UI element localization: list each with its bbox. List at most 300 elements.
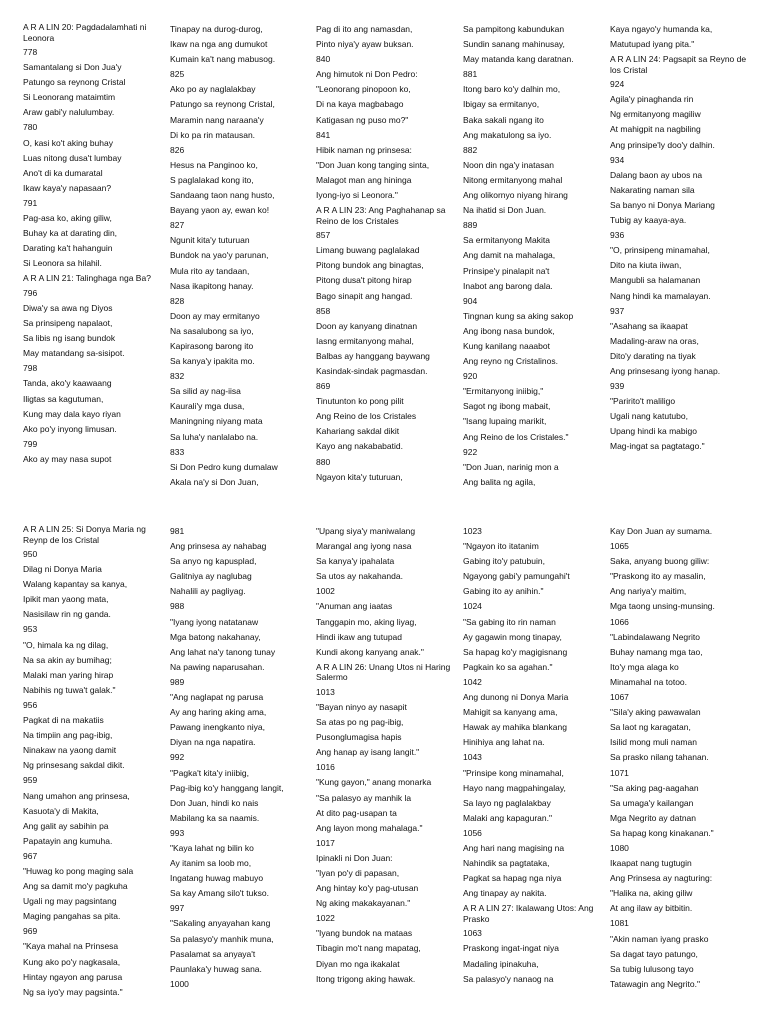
- stanza-number: 1063: [463, 928, 482, 939]
- verse-line: Upang hindi ka mabigo: [610, 426, 697, 437]
- verse-line: Pitong dusa't pitong hirap: [316, 275, 412, 286]
- verse-line: Mga batong nakahanay,: [170, 631, 261, 642]
- stanza-number: 840: [316, 54, 331, 65]
- stanza-number: 858: [316, 305, 331, 316]
- verse-line: Sa hapag ko'y magigisnang: [463, 646, 568, 657]
- verse-line: Kung may dala kayo riyan: [23, 408, 121, 419]
- verse-line: Malaki ang kapaguran.": [463, 812, 553, 823]
- verse-line: "Pagka't kita'y iniibig,: [170, 767, 250, 778]
- verse-line: Praskong ingat-ingat niya: [463, 943, 559, 954]
- verse-line: Minamahal na totoo.: [610, 676, 688, 687]
- section-heading: A R A LIN 26: Unang Utos ni Haring Salermo: [316, 661, 451, 683]
- verse-line: May matandang sa-sisipot.: [23, 348, 125, 359]
- stanza-number: 869: [316, 381, 331, 392]
- verse-line: Ipikit man yaong mata,: [23, 594, 109, 605]
- verse-line: Maging pangahas sa pita.: [23, 911, 121, 922]
- text-column: [23, 22, 163, 467]
- verse-line: Hawak ay mahika blankang: [463, 722, 567, 733]
- verse-line: Kung kanilang naaabot: [463, 340, 550, 351]
- stanza-number: 967: [23, 850, 38, 861]
- stanza-number: 827: [170, 220, 185, 231]
- stanza-number: 826: [170, 144, 185, 155]
- stanza-number: 881: [463, 69, 478, 80]
- verse-line: Hesus na Panginoo ko,: [170, 159, 258, 170]
- verse-line: Pagkain ko sa agahan.": [463, 661, 553, 672]
- verse-line: Ng ermitanyong magiliw: [610, 109, 701, 120]
- verse-line: Ang balita ng agila,: [463, 476, 536, 487]
- verse-line: Bundok na yao'y parunan,: [170, 250, 269, 261]
- verse-line: Kay Don Juan ay sumama.: [610, 526, 713, 536]
- stanza-number: 1016: [316, 762, 335, 773]
- verse-line: Kapirasong barong ito: [170, 340, 254, 351]
- verse-line: Ako po ay naglalakbay: [170, 84, 256, 95]
- stanza-number: 1080: [610, 842, 629, 853]
- text-column: [610, 524, 750, 992]
- verse-line: Katigasan ng puso mo?": [316, 114, 409, 125]
- verse-line: Maramin nang naraana'y: [170, 114, 264, 125]
- verse-line: Sa hapag kong kinakanan.": [610, 827, 714, 838]
- verse-line: Isilid mong muli naman: [610, 737, 697, 748]
- stanza-number: 882: [463, 144, 478, 155]
- verse-line: Na ihatid si Don Juan.: [463, 205, 547, 216]
- verse-line: Hibik naman ng prinsesa:: [316, 144, 412, 155]
- verse-line: "Akin naman iyang prasko: [610, 933, 709, 944]
- verse-line: Patungo sa reynong Cristal: [23, 77, 126, 88]
- verse-line: Tatawagin ang Negrito.": [610, 978, 700, 989]
- verse-line: Kaurali'y mga dusa,: [170, 401, 245, 412]
- verse-line: Ang nariya'y maitim,: [610, 586, 687, 597]
- stanza-number: 1024: [463, 601, 482, 612]
- verse-line: Matutupad iyang pita.": [610, 39, 695, 50]
- text-column: [23, 524, 163, 1000]
- verse-line: Si Leonora sa hilahil.: [23, 258, 102, 269]
- text-column: [316, 22, 456, 485]
- verse-line: Mabilang ka sa naamis.: [170, 812, 260, 823]
- verse-line: Ibigay sa ermitanyo,: [463, 99, 540, 110]
- verse-line: "Kaya mahal na Prinsesa: [23, 941, 119, 952]
- verse-line: Mga taong unsing-munsing.: [610, 601, 715, 612]
- verse-line: Sa kanya'y ipahalata: [316, 556, 395, 567]
- text-column: [463, 524, 603, 987]
- verse-line: Luas nitong dusa't lumbay: [23, 152, 122, 163]
- stanza-number: 828: [170, 295, 185, 306]
- verse-line: Ay gagawin mong tinapay,: [463, 631, 562, 642]
- verse-line: Galitniya ay naglubag: [170, 571, 252, 582]
- verse-line: Ng sa iyo'y may pagsinta.": [23, 986, 123, 997]
- verse-line: Ang prinsipe'ly doo'y dalhin.: [610, 139, 715, 150]
- stanza-number: 1081: [610, 918, 629, 929]
- verse-line: Ay ang haring aking ama,: [170, 707, 267, 718]
- verse-line: Itong trigong aking hawak.: [316, 973, 416, 984]
- verse-line: "Bayan ninyo ay nasapit: [316, 701, 407, 712]
- text-column: [316, 524, 456, 987]
- verse-line: Ugali ng may pagsintang: [23, 896, 117, 907]
- stanza-number: 780: [23, 122, 38, 133]
- verse-line: Iasng ermitanyong mahal,: [316, 335, 414, 346]
- text-column: [170, 22, 310, 490]
- verse-line: "Iyang iyong natatanaw: [170, 616, 259, 627]
- verse-line: Paunlaka'y huwag sana.: [170, 963, 262, 974]
- verse-line: Sundin sanang mahinusay,: [463, 39, 565, 50]
- stanza-number: 1023: [463, 526, 482, 536]
- verse-line: Nasisilaw rin ng ganda.: [23, 609, 111, 620]
- verse-line: Samantalang si Don Jua'y: [23, 62, 122, 73]
- verse-line: Iyong-iyo si Leonora.": [316, 190, 398, 201]
- verse-line: "Labindalawang Negrito: [610, 631, 700, 642]
- verse-line: Ang prinsesa ay nahabag: [170, 541, 267, 552]
- verse-line: Sa banyo ni Donya Mariang: [610, 199, 715, 210]
- verse-line: O, kasi ko't aking buhay: [23, 137, 113, 148]
- verse-line: Nang hindi ka mamalayan.: [610, 290, 711, 301]
- verse-line: "Leonorang pinopoon ko,: [316, 84, 411, 95]
- verse-line: "Sila'y aking pawawalan: [610, 707, 701, 718]
- verse-line: Malaki man yaring hirap: [23, 669, 114, 680]
- verse-line: "Anuman ang iaatas: [316, 601, 393, 612]
- section-heading: A R A LIN 24: Pagsapit sa Reyno de los Cristal: [610, 54, 747, 75]
- verse-line: Sa prinsipeng napalaot,: [23, 318, 113, 329]
- verse-line: Sa umaga'y kailangan: [610, 797, 694, 808]
- verse-line: Kaya ngayo'y humanda ka,: [610, 24, 713, 34]
- verse-line: "Upang siya'y maniwalang: [316, 526, 416, 536]
- verse-line: "Don Juan, narinig mon a: [463, 461, 559, 472]
- verse-line: Pinto niya'y ayaw buksan.: [316, 39, 414, 50]
- stanza-number: 796: [23, 287, 38, 298]
- stanza-number: 1000: [170, 978, 189, 989]
- verse-line: Madaling-araw na oras,: [610, 335, 699, 346]
- verse-line: Bago sinapit ang hangad.: [316, 290, 413, 301]
- stanza-number: 1022: [316, 913, 335, 924]
- verse-line: Tinutunton ko pong pilit: [316, 396, 404, 407]
- verse-line: Sa anyo ng kapusplad,: [170, 556, 257, 567]
- verse-line: Ano't di ka dumaratal: [23, 167, 103, 178]
- verse-line: "Paririto't maliligo: [610, 396, 676, 407]
- verse-line: Sa ermitanyong Makita: [463, 235, 550, 246]
- verse-line: Akala na'y si Don Juan,: [170, 476, 259, 487]
- verse-line: Ang makatulong sa iyo.: [463, 129, 552, 140]
- stanza-number: 832: [170, 371, 185, 382]
- verse-line: Nabihis ng tuwa't galak.": [23, 684, 116, 695]
- verse-line: Ito'y mga alaga ko: [610, 661, 679, 672]
- stanza-number: 969: [23, 926, 38, 937]
- verse-line: Si Don Pedro kung dumalaw: [170, 461, 278, 472]
- stanza-number: 1066: [610, 616, 629, 627]
- verse-line: Ang layon mong mahalaga.": [316, 822, 423, 833]
- verse-line: "Huwag ko pong maging sala: [23, 865, 134, 876]
- verse-line: Sa dagat tayo patungo,: [610, 948, 698, 959]
- verse-line: Ang himutok ni Don Pedro:: [316, 69, 418, 80]
- verse-line: Di ko pa rin matausan.: [170, 129, 256, 140]
- verse-line: Sa palasyo'y manhik muna,: [170, 933, 274, 944]
- stanza-number: 889: [463, 220, 478, 231]
- stanza-number: 825: [170, 69, 185, 80]
- verse-line: Buhay namang mga tao,: [610, 646, 703, 657]
- verse-line: "Sakaling anyayahan kang: [170, 918, 271, 929]
- stanza-number: 1017: [316, 837, 335, 848]
- stanza-number: 778: [23, 47, 38, 57]
- stanza-number: 857: [316, 230, 331, 241]
- verse-line: Ang prinsesang iyong hanap.: [610, 365, 721, 376]
- verse-line: Nasa ikapitong hanay.: [170, 280, 254, 291]
- verse-line: Ang hintay ko'y pag-utusan: [316, 883, 419, 894]
- verse-line: "Iyang bundok na mataas: [316, 928, 413, 939]
- verse-line: Kumain ka't nang mabusog.: [170, 54, 276, 65]
- verse-line: "Iyan po'y di papasan,: [316, 867, 400, 878]
- verse-line: Kayo ang nakababatid.: [316, 441, 403, 452]
- verse-line: Ang lahat na'y tanong tunay: [170, 646, 276, 657]
- verse-line: Ngayon kita'y tuturuan,: [316, 471, 403, 482]
- verse-line: "Ermitanyong iniibig,": [463, 386, 544, 397]
- verse-line: Pag di ito ang namasdan,: [316, 24, 413, 34]
- verse-line: Ng aking makakayanan.": [316, 898, 411, 909]
- verse-line: Inabot ang barong dala.: [463, 280, 553, 291]
- verse-line: Ang sa damit mo'y pagkuha: [23, 881, 128, 892]
- text-column: [170, 524, 310, 992]
- verse-line: Pawang inengkanto niya,: [170, 722, 265, 733]
- verse-line: Ikaw kaya'y napasaan?: [23, 182, 112, 193]
- verse-line: "O, himala ka ng dilag,: [23, 639, 109, 650]
- stanza-number: 1002: [316, 586, 335, 597]
- verse-line: Sa layo ng paglalakbay: [463, 797, 551, 808]
- verse-line: Sagot ng ibong mabait,: [463, 401, 551, 412]
- stanza-number: 997: [170, 903, 185, 914]
- verse-line: At ang ilaw ay bitbitin.: [610, 903, 693, 914]
- verse-line: Ang Reino de los Cristales: [316, 411, 417, 422]
- verse-line: Kundi akong kanyang anak.": [316, 646, 424, 657]
- verse-line: Ang dunong ni Donya Maria: [463, 692, 569, 703]
- verse-line: Mag-ingat sa pagtatago.": [610, 441, 705, 452]
- verse-line: Si Leonorang mataimtim: [23, 92, 116, 103]
- verse-line: May matanda kang daratnan.: [463, 54, 574, 65]
- text-column: [610, 22, 750, 455]
- verse-line: Ikaapat nang tugtugin: [610, 858, 692, 869]
- stanza-number: 1065: [610, 541, 629, 552]
- section-heading: A R A LIN 25: Si Donya Maria ng Reynp de los Cristal: [23, 524, 146, 545]
- verse-line: Dito'y darating na tiyak: [610, 350, 696, 361]
- stanza-number: 934: [610, 154, 625, 165]
- stanza-number: 904: [463, 295, 478, 306]
- verse-line: Ngunit kita'y tuturuan: [170, 235, 250, 246]
- stanza-number: 1071: [610, 767, 629, 778]
- verse-line: Di na kaya magbabago: [316, 99, 404, 110]
- verse-line: Mula rito ay tandaan,: [170, 265, 250, 276]
- verse-line: Ang ibong nasa bundok,: [463, 325, 555, 336]
- verse-line: Araw gabi'y nalulumbay.: [23, 107, 115, 118]
- verse-line: Ang hanap ay isang langit.": [316, 747, 420, 758]
- verse-line: Na timpiin ang pag-ibig,: [23, 730, 113, 741]
- verse-line: Ay itanim sa loob mo,: [170, 858, 252, 869]
- verse-line: Sa palasyo'y nanaog na: [463, 973, 554, 984]
- verse-line: Itong baro ko'y dalhin mo,: [463, 84, 561, 95]
- verse-line: Iligtas sa kagutuman,: [23, 393, 104, 404]
- verse-line: Ang tinapay ay nakita.: [463, 888, 547, 899]
- stanza-number: 924: [610, 79, 625, 90]
- verse-line: "Asahang sa ikaapat: [610, 320, 688, 331]
- verse-line: Ang Prinsesa ay nagturing:: [610, 873, 713, 884]
- verse-line: At mahigpit na nagbiling: [610, 124, 701, 135]
- stanza-number: 833: [170, 446, 185, 457]
- verse-line: "Sa gabing ito rin naman: [463, 616, 556, 627]
- stanza-number: 956: [23, 699, 38, 710]
- verse-line: Bayang yaon ay, ewan ko!: [170, 205, 270, 216]
- verse-line: Ako po'y inyong limusan.: [23, 423, 117, 434]
- verse-line: Mangubli sa halamanan: [610, 275, 701, 286]
- stanza-number: 993: [170, 827, 185, 838]
- verse-line: Sa libis ng isang bundok: [23, 333, 116, 344]
- verse-line: Noon din nga'y inatasan: [463, 159, 554, 170]
- verse-line: Sa atas po ng pag-ibig,: [316, 717, 404, 728]
- verse-line: Pagkat di na makatiis: [23, 715, 104, 726]
- verse-line: Tinapay na durog-durog,: [170, 24, 263, 34]
- verse-line: "Praskong ito ay masalin,: [610, 571, 706, 582]
- verse-line: Nakarating naman sila: [610, 184, 695, 195]
- verse-line: Sa kanya'y ipakita mo.: [170, 356, 255, 367]
- verse-line: Sa laot ng karagatan,: [610, 722, 691, 733]
- verse-line: Gabing ito'y patubuin,: [463, 556, 545, 567]
- verse-line: Na sasalubong sa iyo,: [170, 325, 254, 336]
- verse-line: Maningning niyang mata: [170, 416, 263, 427]
- verse-line: Ang galit ay sabihin pa: [23, 820, 109, 831]
- verse-line: Tanggapin mo, aking liyag,: [316, 616, 417, 627]
- verse-line: Ngayong gabi'y pamungahi't: [463, 571, 570, 582]
- verse-line: Na pawing naparusahan.: [170, 661, 265, 672]
- stanza-number: 959: [23, 775, 38, 786]
- verse-line: Kung ako po'y nagkasala,: [23, 956, 121, 967]
- verse-line: Don Juan, hindi ko nais: [170, 797, 259, 808]
- stanza-number: 1043: [463, 752, 482, 763]
- section-heading: A R A LIN 27: Ikalawang Utos: Ang Prasko: [463, 903, 594, 924]
- verse-line: Dilag ni Donya Maria: [23, 564, 102, 575]
- stanza-number: 1042: [463, 676, 482, 687]
- verse-line: Ugali nang katutubo,: [610, 411, 688, 422]
- verse-line: Sa luha'y nanlalabo na.: [170, 431, 259, 442]
- verse-line: Balbas ay hanggang baywang: [316, 350, 430, 361]
- verse-line: Sa pampitong kabundukan: [463, 24, 565, 34]
- verse-line: Agila'y pinaghanda rin: [610, 94, 694, 105]
- verse-line: Pusonglumagisa hapis: [316, 732, 402, 743]
- verse-line: Hindi ikaw ang tutupad: [316, 631, 403, 642]
- verse-line: Doon ay kanyang dinatnan: [316, 320, 418, 331]
- stanza-number: 992: [170, 752, 185, 763]
- stanza-number: 988: [170, 601, 185, 612]
- verse-line: Pitong bundok ang binagtas,: [316, 260, 424, 271]
- stanza-number: 880: [316, 456, 331, 467]
- verse-line: Na sa akin ay bumihag;: [23, 654, 112, 665]
- stanza-number: 1067: [610, 692, 629, 703]
- verse-line: "Kung gayon," anang monarka: [316, 777, 432, 788]
- verse-line: Tingnan kung sa aking sakop: [463, 310, 574, 321]
- verse-line: "Prinsipe kong minamahal,: [463, 767, 564, 778]
- stanza-number: 920: [463, 371, 478, 382]
- verse-line: Pasalamat sa anyaya't: [170, 948, 256, 959]
- verse-line: Limang buwang paglalakad: [316, 245, 420, 256]
- verse-line: Dalang baon ay ubos na: [610, 169, 703, 180]
- verse-line: Sa utos ay nakahanda.: [316, 571, 403, 582]
- verse-line: Nahindik sa pagtataka,: [463, 858, 550, 869]
- verse-line: Ipinakli ni Don Juan:: [316, 852, 393, 863]
- verse-line: Diyan mo nga ikakalat: [316, 958, 400, 969]
- verse-line: Kasuota'y di Makita,: [23, 805, 99, 816]
- verse-line: Hayo nang magpahingalay,: [463, 782, 566, 793]
- stanza-number: 1013: [316, 686, 335, 697]
- stanza-number: 798: [23, 363, 38, 374]
- verse-line: Ang damit na mahalaga,: [463, 250, 556, 261]
- stanza-number: 981: [170, 526, 185, 536]
- verse-line: Gabing ito ay anihin.": [463, 586, 544, 597]
- verse-line: Buhay ka at darating din,: [23, 228, 118, 239]
- verse-line: Pagkat sa hapag nga niya: [463, 873, 562, 884]
- verse-line: Sa kay Amang silo't tukso.: [170, 888, 269, 899]
- verse-line: Doon ay may ermitanyo: [170, 310, 260, 321]
- verse-line: "Ang naglapat ng parusa: [170, 692, 264, 703]
- stanza-number: 936: [610, 230, 625, 241]
- verse-line: Diwa'y sa awa ng Diyos: [23, 303, 113, 313]
- verse-line: Hintay ngayon ang parusa: [23, 971, 123, 982]
- text-column: [463, 22, 603, 490]
- verse-line: Madaling ipinakuha,: [463, 958, 539, 969]
- verse-line: Kasindak-sindak pagmasdan.: [316, 365, 428, 376]
- verse-line: Tibagin mo't nang mapatag,: [316, 943, 421, 954]
- stanza-number: 953: [23, 624, 38, 635]
- verse-line: "Sa aking pag-aagahan: [610, 782, 699, 793]
- stanza-number: 841: [316, 129, 331, 140]
- verse-line: Ninakaw na yaong damit: [23, 745, 117, 756]
- verse-line: "Ngayon ito itatanim: [463, 541, 539, 552]
- verse-line: Walang kapantay sa kanya,: [23, 579, 128, 590]
- verse-line: "Halika na, aking giliw: [610, 888, 693, 899]
- verse-line: Pag-ibig ko'y hanggang langit,: [170, 782, 284, 793]
- stanza-number: 799: [23, 438, 38, 449]
- stanza-number: 922: [463, 446, 478, 457]
- verse-line: Ako ay may nasa supot: [23, 453, 112, 464]
- verse-line: Marangal ang iyong nasa: [316, 541, 412, 552]
- stanza-number: 989: [170, 676, 185, 687]
- verse-line: Ang reyno ng Cristalinos.: [463, 356, 558, 367]
- verse-line: Malagot man ang hininga: [316, 174, 412, 185]
- verse-line: "O, prinsipeng minamahal,: [610, 245, 710, 256]
- verse-line: Darating ka't hahanguin: [23, 243, 113, 254]
- verse-line: S paglalakad kong ito,: [170, 174, 254, 185]
- verse-line: Papatayin ang kumuha.: [23, 835, 113, 846]
- verse-line: Mahigit sa kanyang ama,: [463, 707, 558, 718]
- verse-line: Saka, anyang buong giliw:: [610, 556, 710, 567]
- verse-line: "Kaya lahat ng bilin ko: [170, 842, 254, 853]
- verse-line: Dito na kiuta iiwan,: [610, 260, 682, 271]
- verse-line: Ang hari nang magising na: [463, 842, 565, 853]
- verse-line: Mga Negrito ay datnan: [610, 812, 696, 823]
- verse-line: "Sa palasyo ay manhik la: [316, 792, 412, 803]
- stanza-number: 950: [23, 549, 38, 559]
- section-heading: A R A LIN 23: Ang Paghahanap sa Reino de los Cristales: [316, 205, 446, 226]
- verse-line: Ng prinsesang sakdal dikit.: [23, 760, 125, 771]
- verse-line: At dito pag-usapan ta: [316, 807, 397, 818]
- verse-line: Prinsipe'y pinalapit na't: [463, 265, 550, 276]
- verse-line: Sa silid ay nag-iisa: [170, 386, 241, 397]
- verse-line: Ikaw na nga ang dumukot: [170, 39, 268, 50]
- verse-line: Patungo sa reynong Cristal,: [170, 99, 275, 110]
- stanza-number: 939: [610, 381, 625, 392]
- verse-line: Sa prasko nilang tahanan.: [610, 752, 709, 763]
- verse-line: Nitong ermitanyong mahal: [463, 174, 563, 185]
- section-heading: A R A LIN 21: Talinghaga nga Ba?: [23, 273, 151, 284]
- verse-line: Nahalili ay pagliyag.: [170, 586, 246, 597]
- verse-line: Kahariang sakdal dikit: [316, 426, 400, 437]
- verse-line: Sandaang taon nang husto,: [170, 190, 275, 201]
- verse-line: Hinihiya ang lahat na.: [463, 737, 545, 748]
- verse-line: Tanda, ako'y kaawaang: [23, 378, 112, 389]
- stanza-number: 791: [23, 197, 38, 208]
- verse-line: Ang olikornyo niyang hirang: [463, 190, 568, 201]
- verse-line: Diyan na nga napatira.: [170, 737, 256, 748]
